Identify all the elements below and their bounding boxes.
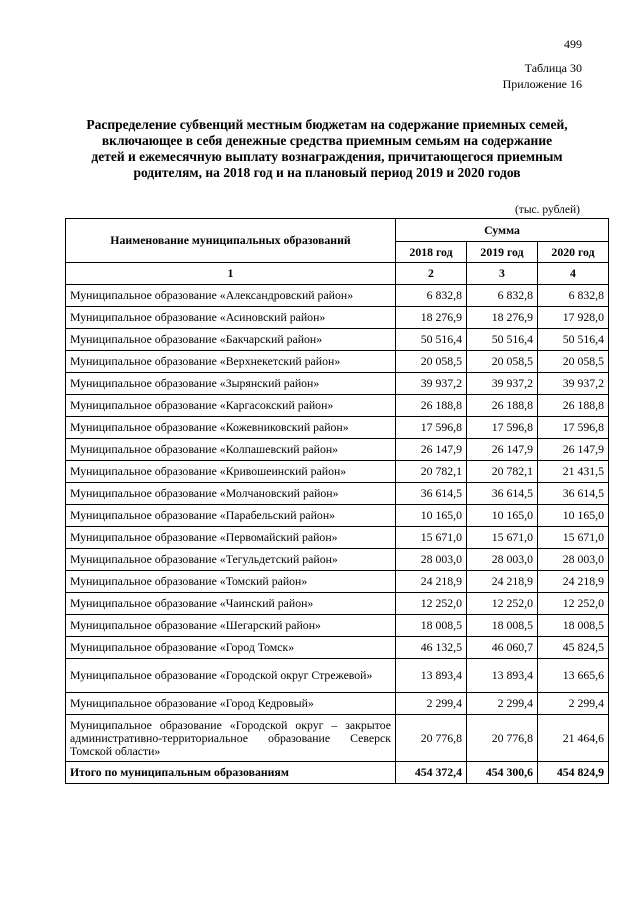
value-2019: 12 252,0 [467, 593, 538, 615]
municipality-name: Муниципальное образование «Кожевниковский район» [66, 417, 396, 439]
title-line: Распределение субвенций местным бюджетам на содержание приемных семей, [86, 117, 568, 132]
municipality-name: Муниципальное образование «Бакчарский район» [66, 329, 396, 351]
table-row [66, 307, 609, 329]
municipality-name: Муниципальное образование «Первомайский район» [66, 527, 396, 549]
table-row [66, 615, 609, 637]
municipality-name: Муниципальное образование «Городской округ Стрежевой» [66, 659, 396, 693]
header-sum: Сумма [396, 219, 609, 242]
municipality-name: Муниципальное образование «Асиновский район» [66, 307, 396, 329]
value-2020: 20 058,5 [538, 351, 609, 373]
value-2019: 6 832,8 [467, 285, 538, 307]
municipality-name: Муниципальное образование «Каргасокский район» [66, 395, 396, 417]
value-2019: 18 276,9 [467, 307, 538, 329]
value-2019: 13 893,4 [467, 659, 538, 693]
table-row [66, 483, 609, 505]
value-2018: 50 516,4 [396, 329, 467, 351]
value-2020: 45 824,5 [538, 637, 609, 659]
total-2019: 454 300,6 [467, 762, 538, 784]
value-2018: 18 008,5 [396, 615, 467, 637]
value-2018: 26 147,9 [396, 439, 467, 461]
table-row [66, 549, 609, 571]
value-2020: 36 614,5 [538, 483, 609, 505]
value-2018: 20 058,5 [396, 351, 467, 373]
table-row [66, 351, 609, 373]
value-2019: 50 516,4 [467, 329, 538, 351]
municipality-name: Муниципальное образование «Александровский район» [66, 285, 396, 307]
value-2018: 20 782,1 [396, 461, 467, 483]
value-2019: 36 614,5 [467, 483, 538, 505]
value-2020: 18 008,5 [538, 615, 609, 637]
municipality-name: Муниципальное образование «Молчановский район» [66, 483, 396, 505]
value-2018: 15 671,0 [396, 527, 467, 549]
table-row [66, 593, 609, 615]
value-2018: 26 188,8 [396, 395, 467, 417]
value-2020: 50 516,4 [538, 329, 609, 351]
table-row [66, 527, 609, 549]
table-row [66, 715, 609, 762]
value-2019: 39 937,2 [467, 373, 538, 395]
title-line: родителям, на 2018 год и на плановый период 2019 и 2020 годов [133, 165, 521, 180]
table-number: Таблица 30 [524, 61, 582, 75]
value-2018: 20 776,8 [396, 715, 467, 762]
value-2020: 2 299,4 [538, 693, 609, 715]
value-2018: 39 937,2 [396, 373, 467, 395]
table-row [66, 329, 609, 351]
value-2020: 21 431,5 [538, 461, 609, 483]
value-2018: 28 003,0 [396, 549, 467, 571]
total-label: Итого по муниципальным образованиям [66, 762, 396, 784]
municipality-name: Муниципальное образование «Кривошеинский район» [66, 461, 396, 483]
municipality-name: Муниципальное образование «Колпашевский район» [66, 439, 396, 461]
appendix-label: Приложение 16 [502, 77, 582, 91]
header-2019: 2019 год [467, 242, 538, 263]
value-2020: 10 165,0 [538, 505, 609, 527]
value-2020: 12 252,0 [538, 593, 609, 615]
value-2018: 13 893,4 [396, 659, 467, 693]
municipality-name: Муниципальное образование «Верхнекетский район» [66, 351, 396, 373]
header-name: Наименование муниципальных образований [66, 219, 396, 263]
value-2018: 6 832,8 [396, 285, 467, 307]
value-2018: 18 276,9 [396, 307, 467, 329]
table-row [66, 439, 609, 461]
value-2019: 15 671,0 [467, 527, 538, 549]
value-2020: 17 928,0 [538, 307, 609, 329]
value-2019: 24 218,9 [467, 571, 538, 593]
table-row [66, 417, 609, 439]
value-2018: 10 165,0 [396, 505, 467, 527]
column-index: 1 [66, 263, 396, 285]
value-2019: 26 147,9 [467, 439, 538, 461]
table-row [66, 637, 609, 659]
table-row [66, 395, 609, 417]
value-2020: 21 464,6 [538, 715, 609, 762]
subvention-table [65, 218, 609, 784]
value-2019: 46 060,7 [467, 637, 538, 659]
value-2020: 6 832,8 [538, 285, 609, 307]
value-2018: 12 252,0 [396, 593, 467, 615]
header-2018: 2018 год [396, 242, 467, 263]
page-number: 499 [564, 37, 582, 51]
value-2019: 28 003,0 [467, 549, 538, 571]
value-2019: 26 188,8 [467, 395, 538, 417]
table-row [66, 659, 609, 693]
value-2020: 26 188,8 [538, 395, 609, 417]
value-2020: 13 665,6 [538, 659, 609, 693]
value-2019: 20 776,8 [467, 715, 538, 762]
value-2020: 17 596,8 [538, 417, 609, 439]
value-2019: 20 058,5 [467, 351, 538, 373]
table-row [66, 505, 609, 527]
table-row [66, 373, 609, 395]
value-2019: 2 299,4 [467, 693, 538, 715]
units-label: (тыс. рублей) [514, 204, 580, 216]
column-index: 2 [396, 263, 467, 285]
value-2018: 17 596,8 [396, 417, 467, 439]
municipality-name: Муниципальное образование «Тегульдетский район» [66, 549, 396, 571]
table-row [66, 461, 609, 483]
municipality-name: Муниципальное образование «Чаинский район» [66, 593, 396, 615]
municipality-name: Муниципальное образование «Город Томск» [66, 637, 396, 659]
total-2020: 454 824,9 [538, 762, 609, 784]
value-2020: 39 937,2 [538, 373, 609, 395]
table-row [66, 693, 609, 715]
value-2020: 15 671,0 [538, 527, 609, 549]
municipality-name: Муниципальное образование «Город Кедровый» [66, 693, 396, 715]
value-2018: 46 132,5 [396, 637, 467, 659]
value-2018: 2 299,4 [396, 693, 467, 715]
document-title [68, 117, 586, 181]
municipality-name: Муниципальное образование «Парабельский район» [66, 505, 396, 527]
value-2020: 24 218,9 [538, 571, 609, 593]
table-row [66, 571, 609, 593]
municipality-name: Муниципальное образование «Городской округ – закрытое административно-территориальное образование Северск Томской области» [66, 715, 396, 762]
value-2018: 24 218,9 [396, 571, 467, 593]
title-line: включающее в себя денежные средства приемным семьям на содержание [101, 133, 553, 148]
value-2018: 36 614,5 [396, 483, 467, 505]
municipality-name: Муниципальное образование «Томский район» [66, 571, 396, 593]
municipality-name: Муниципальное образование «Зырянский район» [66, 373, 396, 395]
municipality-name: Муниципальное образование «Шегарский район» [66, 615, 396, 637]
column-index: 4 [538, 263, 609, 285]
column-index: 3 [467, 263, 538, 285]
title-line: детей и ежемесячную выплату вознаграждения, причитающегося приемным [91, 149, 563, 164]
value-2019: 18 008,5 [467, 615, 538, 637]
total-row [66, 762, 609, 784]
value-2019: 10 165,0 [467, 505, 538, 527]
value-2020: 28 003,0 [538, 549, 609, 571]
value-2019: 17 596,8 [467, 417, 538, 439]
table-row [66, 285, 609, 307]
header-2020: 2020 год [538, 242, 609, 263]
value-2020: 26 147,9 [538, 439, 609, 461]
value-2019: 20 782,1 [467, 461, 538, 483]
total-2018: 454 372,4 [396, 762, 467, 784]
